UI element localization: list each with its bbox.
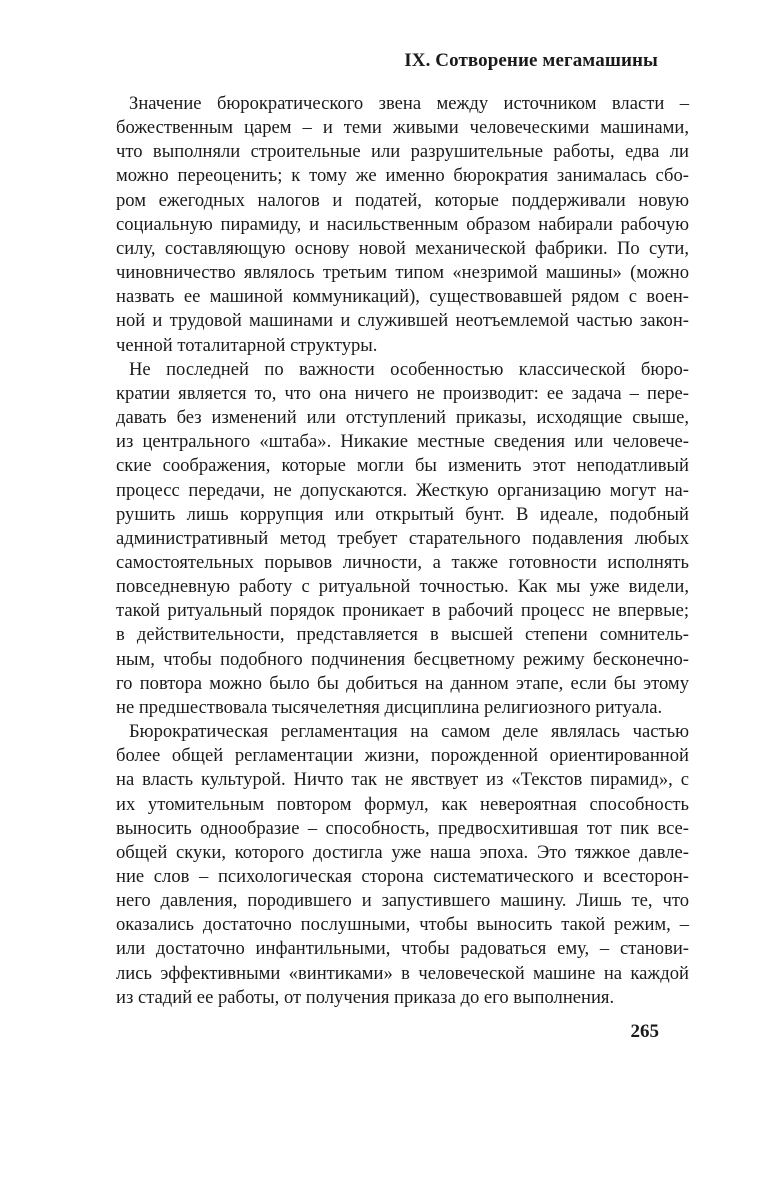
- text-line: на власть культурой. Ничто так не явствует из «Текстов пирамид», с: [116, 769, 689, 791]
- text-line: рушить лишь коррупция или открытый бунт. В идеале, подобный: [116, 503, 689, 525]
- text-line: божественным царем – и теми живыми человеческими машинами,: [116, 117, 689, 139]
- text-line: него давления, породившего и запустившего машину. Лишь те, что: [116, 890, 689, 912]
- text-line: ние слов – психологическая сторона систематического и всесторон-: [116, 866, 689, 887]
- text-line: более общей регламентации жизни, порожденной ориентированной: [116, 745, 689, 767]
- text-line: административный метод требует старательного подавления любых: [116, 527, 689, 549]
- text-line: что выполняли строительные или разрушительные работы, едва ли: [116, 141, 689, 163]
- text-line: назвать ее машиной коммуникаций), существовавшей рядом с воен-: [116, 286, 689, 308]
- text-line: ной и трудовой машинами и служившей неотъемлемой частью закон-: [116, 310, 689, 332]
- text-line: давать без изменений или отступлений приказы, исходящие свыше,: [116, 407, 689, 429]
- text-line: ром ежегодных налогов и податей, которые поддерживали новую: [116, 189, 689, 211]
- text-line: общей скуки, которого достигла уже наша эпоха. Это тяжкое давле-: [116, 841, 689, 863]
- text-line: социальную пирамиду, и насильственным образом набирали рабочую: [116, 213, 689, 235]
- text-line: го повтора можно было бы добиться на данном этапе, если бы этому: [116, 672, 689, 694]
- text-line: процесс передачи, не допускаются. Жесткую организацию могут на-: [116, 479, 689, 501]
- text-line: выносить однообразие – способность, предвосхитившая тот пик все-: [116, 817, 689, 839]
- page-number: 265: [630, 1021, 659, 1042]
- text-line: из стадий ее работы, от получения приказа до его выполнения.: [116, 986, 615, 1008]
- text-line: или достаточно инфантильными, чтобы радоваться ему, – станови-: [116, 938, 689, 960]
- text-line: такой ритуальный порядок проникает в рабочий процесс не впервые;: [116, 600, 689, 622]
- text-line: Бюрократическая регламентация на самом деле являлась частью: [129, 721, 689, 743]
- paragraph-2: [116, 358, 689, 720]
- text-line: кратии является то, что она ничего не производит: ее задача – пере-: [116, 382, 689, 404]
- text-line: их утомительным повтором формул, как невероятная способность: [116, 793, 689, 815]
- text-line: Не последней по важности особенностью классической бюро-: [129, 358, 689, 380]
- paragraph-3: [116, 720, 689, 1010]
- text-line: не предшествовала тысячелетняя дисциплина религиозного ритуала.: [116, 696, 663, 718]
- paragraph-1: [116, 92, 689, 358]
- text-line: чиновничество являлось третьим типом «незримой машины» (можно: [116, 262, 689, 284]
- text-line: из центрального «штаба». Никакие местные сведения или человече-: [116, 431, 689, 453]
- text-line: ченной тоталитарной структуры.: [116, 334, 378, 356]
- text-line: можно переоценить; к тому же именно бюрократия занималась сбо-: [116, 165, 689, 187]
- text-line: оказались достаточно послушными, чтобы выносить такой режим, –: [116, 914, 689, 936]
- text-line: ские соображения, которые могли бы изменить этот неподатливый: [116, 455, 689, 477]
- text-line: самостоятельных порывов личности, а также готовности исполнять: [116, 551, 689, 573]
- text-line: повседневную работу с ритуальной точностью. Как мы уже видели,: [116, 576, 689, 598]
- text-line: Значение бюрократического звена между источником власти –: [129, 93, 689, 114]
- text-line: силу, составляющую основу новой механической фабрики. По сути,: [116, 237, 689, 259]
- body-text: [116, 92, 689, 1010]
- text-line: ным, чтобы подобного подчинения бесцветному режиму бесконечно-: [116, 648, 689, 670]
- text-line: лись эффективными «винтиками» в человеческой машине на каждой: [116, 962, 689, 984]
- running-head-chapter-title: IX. Сотворение мегамашины: [404, 50, 658, 71]
- text-line: в действительности, представляется в высшей степени сомнитель-: [116, 624, 689, 646]
